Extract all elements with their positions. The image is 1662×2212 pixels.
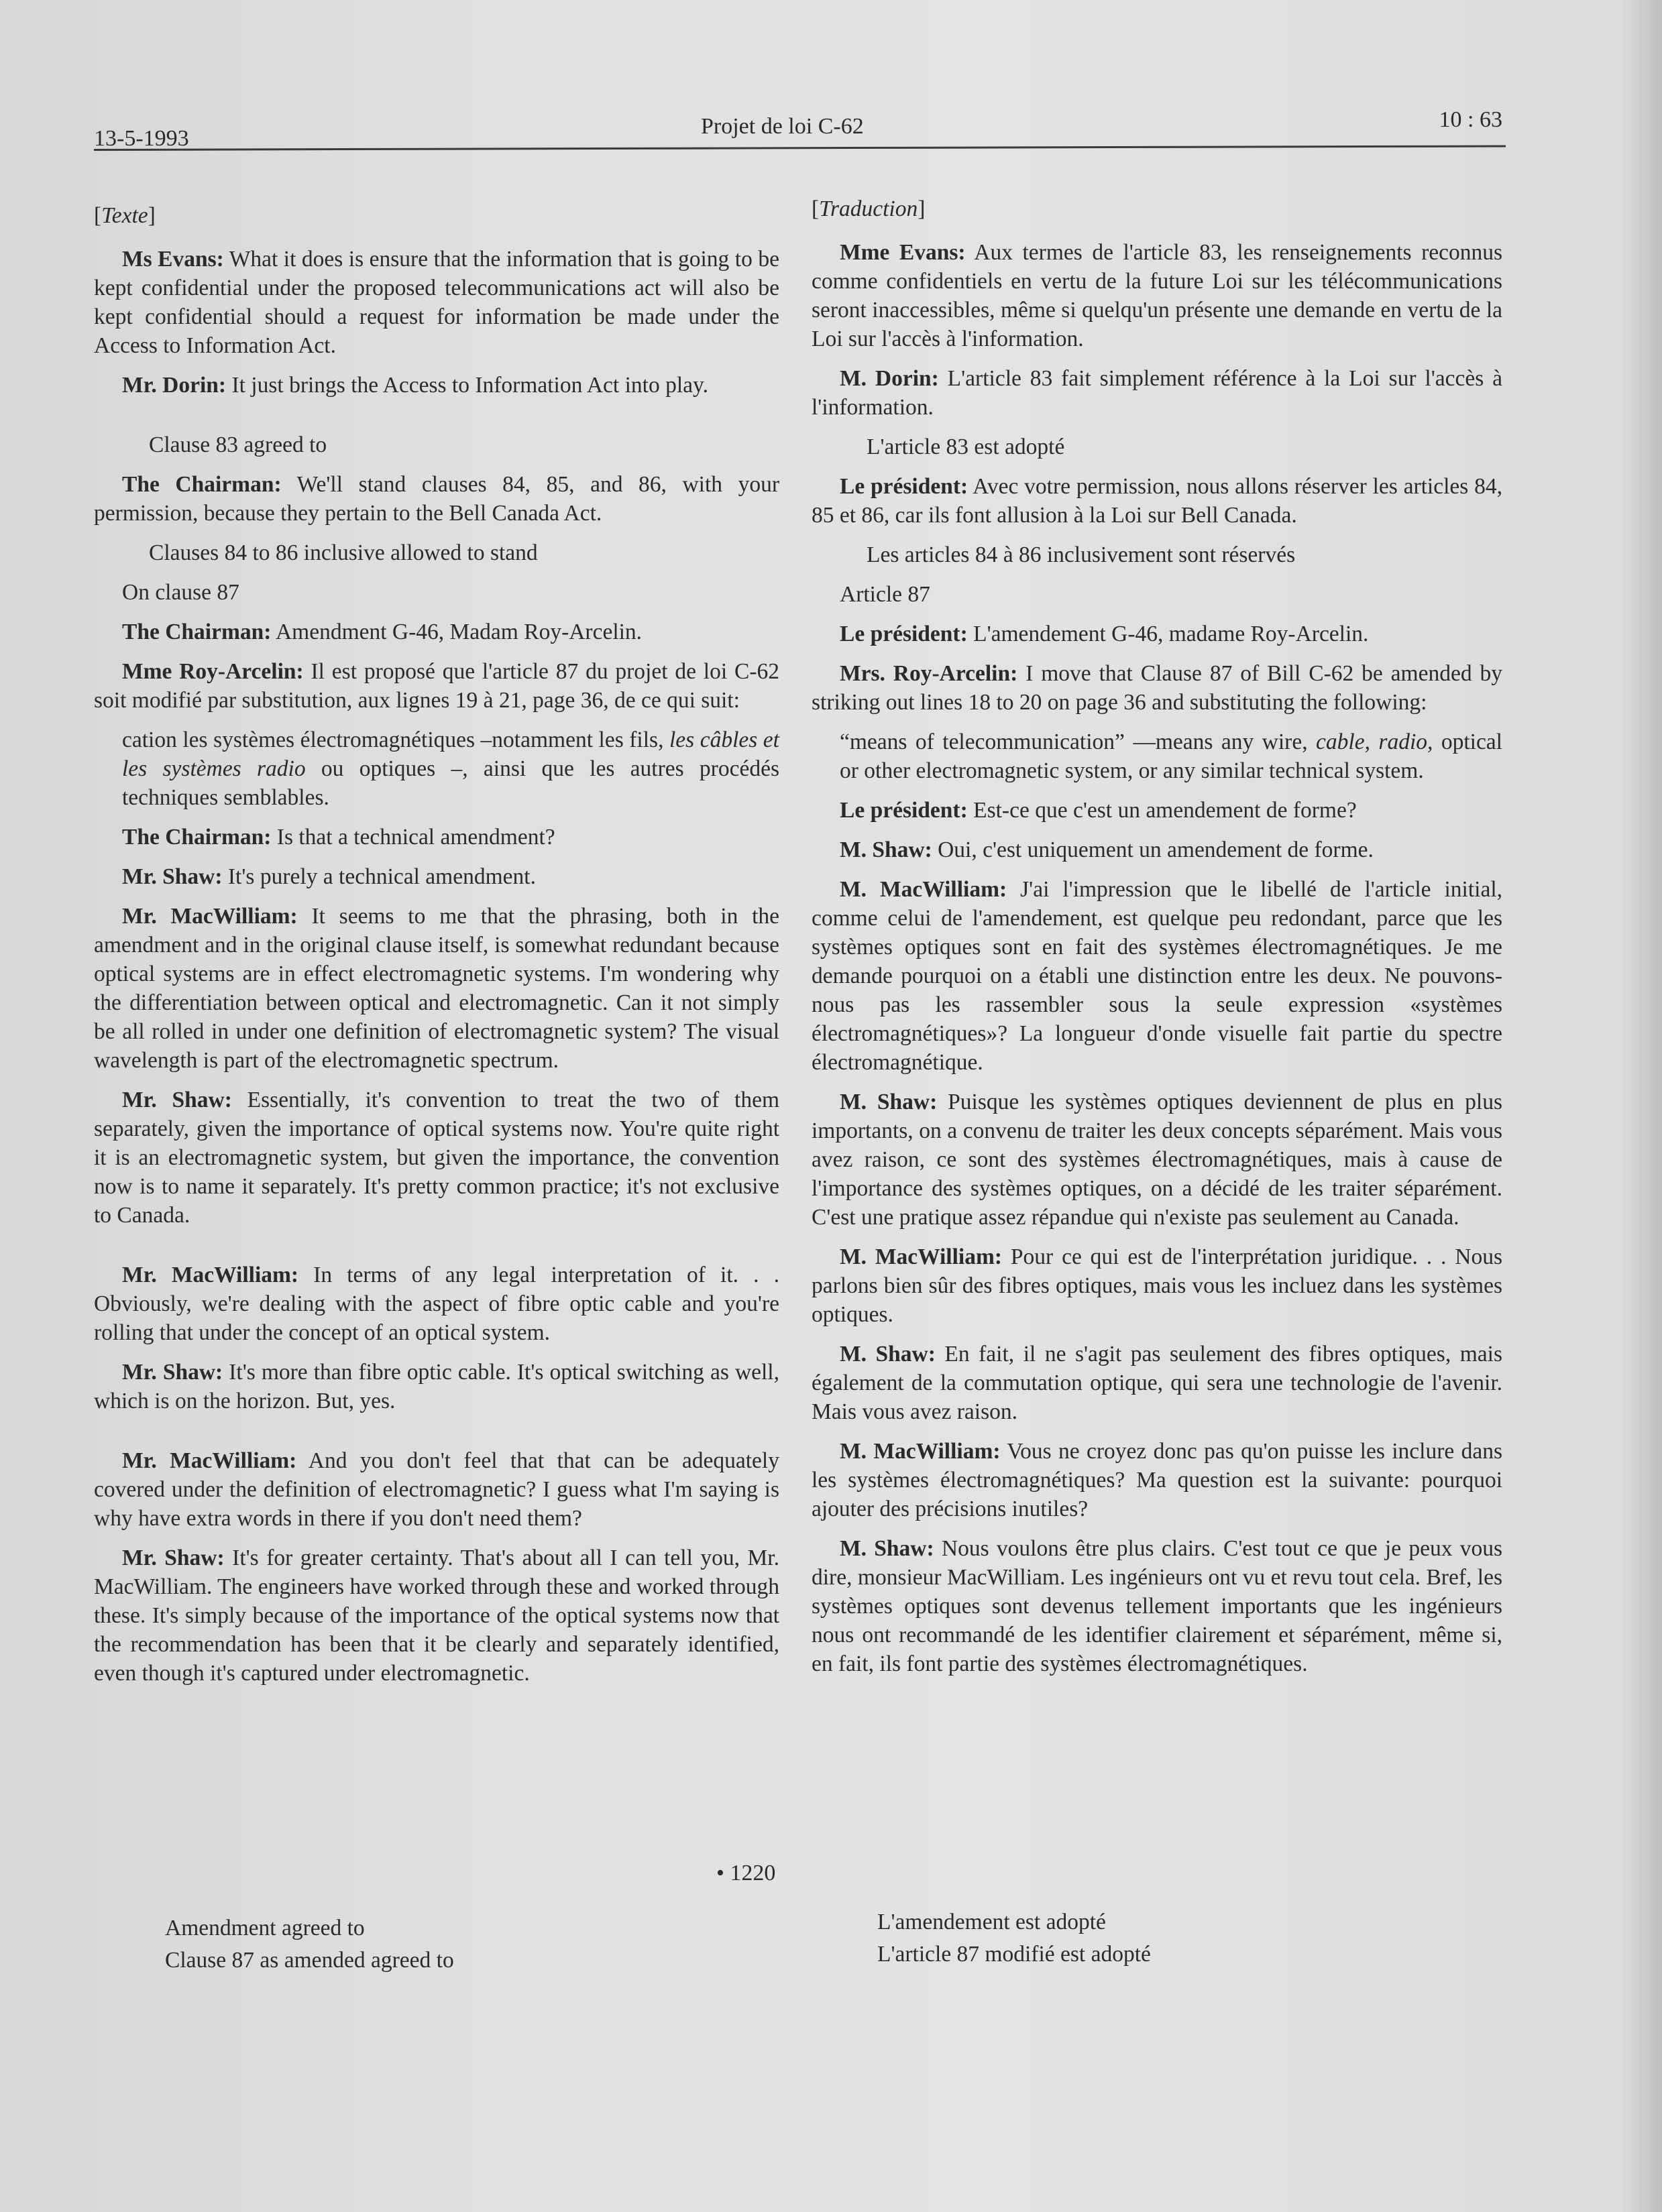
speech: M. MacWilliam: Vous ne croyez donc pas qu'on puisse les inclure dans les systèmes électromagnétiques? Ma question est la suivante: pourquoi ajouter des précisions inutiles?: [812, 1439, 1502, 1521]
speaker: M. Shaw:: [840, 1536, 934, 1561]
procedural-note: Clause 87 as amended agreed to: [165, 1948, 454, 1973]
speaker: Ms Evans:: [122, 247, 224, 272]
speech: The Chairman: We'll stand clauses 84, 85, and 86, with your permission, because they pertain to the Bell Canada Act.: [94, 472, 779, 526]
speaker: Le président:: [840, 798, 968, 823]
quoted-amendment: cation les systèmes électromagnétiques –notamment les fils, les câbles et les systèmes radio ou optiques –, ainsi que les autres procédés techniques semblables.: [122, 727, 779, 810]
speech: M. MacWilliam: J'ai l'impression que le libellé de l'article initial, comme celui de l'amendement, est quelque peu redondant, parce que les systèmes optiques sont en fait des systèmes électromagnétiques. Je me demande pourquoi on a établi une distinction entre les deux. Ne pouvons-nous pas les rassembler sous la seule expression «systèmes électromagnétiques»? La longueur d'onde visuelle fait partie du spectre électromagnétique.: [812, 877, 1503, 1075]
header-page-number: 10 : 63: [1439, 107, 1502, 132]
speech: Mr. MacWilliam: And you don't feel that that can be adequately covered under the definition of electromagnetic? I guess what I'm saying is why have extra words in there if you don't need them?: [94, 1448, 779, 1531]
speech: Mr. Shaw: It's more than fibre optic cable. It's optical switching as well, which is on the horizon. But, yes.: [94, 1360, 779, 1413]
bullet-icon: •: [716, 1861, 724, 1885]
speaker: Mr. MacWilliam:: [122, 1448, 297, 1473]
speaker: The Chairman:: [122, 825, 272, 850]
time-marker: [716, 1861, 775, 1886]
procedural-note: L'article 87 modifié est adopté: [877, 1942, 1151, 1967]
speaker: Mr. Shaw:: [122, 1360, 223, 1385]
page-header: [94, 107, 1502, 161]
speech: Ms Evans: What it does is ensure that the information that is going to be kept confidential under the proposed telecommunications act will also be kept confidential should a request for information be made under the Access to Information Act.: [94, 247, 779, 358]
speech: Le président: Avec votre permission, nous allons réserver les articles 84, 85 et 86, car ils font allusion à la Loi sur Bell Canada.: [812, 474, 1502, 528]
speaker: Mr. Shaw:: [122, 1546, 225, 1570]
left-column-english: [94, 201, 779, 1698]
speaker: Mr. MacWilliam:: [122, 904, 298, 929]
speech: Le président: Est-ce que c'est un amendement de forme?: [840, 798, 1357, 823]
speech: M. Shaw: En fait, il ne s'agit pas seulement des fibres optiques, mais également de la commutation optique, qui sera une technologie de l'avenir. Mais vous avez raison.: [812, 1342, 1502, 1424]
procedural-note: Clauses 84 to 86 inclusive allowed to stand: [149, 540, 538, 565]
speech: M. MacWilliam: Pour ce qui est de l'interprétation juridique. . . Nous parlons bien sûr des fibres optiques, mais vous les incluez dans les systèmes optiques.: [812, 1244, 1503, 1327]
column-tag: [Traduction]: [812, 196, 926, 221]
speaker: M. MacWilliam:: [840, 1439, 1001, 1464]
speech: M. Shaw: Oui, c'est uniquement un amendement de forme.: [840, 837, 1374, 862]
speech: The Chairman: Is that a technical amendment?: [122, 825, 555, 850]
speaker: M. Shaw:: [840, 1342, 936, 1366]
time-stamp: 1220: [730, 1861, 776, 1885]
quoted-amendment: “means of telecommunication” —means any wire, cable, radio, optical or other electromagnetic system, or any similar technical system.: [840, 730, 1502, 783]
speaker: Mr. Shaw:: [122, 1088, 232, 1112]
speaker: The Chairman:: [122, 620, 272, 644]
speech: M. Shaw: Nous voulons être plus clairs. C'est tout ce que je peux vous dire, monsieur MacWilliam. Les ingénieurs ont vu et revu tout cela. Bref, les systèmes optiques sont devenus tellement importants que les ingénieurs nous ont recommandé de les identifier clairement et séparément, même si, en fait, ils font partie des systèmes électromagnétiques.: [812, 1536, 1502, 1676]
speech: The Chairman: Amendment G-46, Madam Roy-Arcelin.: [122, 620, 643, 644]
speech: Mr. Shaw: It's for greater certainty. That's about all I can tell you, Mr. MacWilliam. The engineers have worked through these and worked through these. It's simply because of the importance of the optical systems now that the recommendation has been that it be clearly and separately identified, even though it's captured under electromagnetic.: [94, 1546, 779, 1686]
speech: M. Shaw: Puisque les systèmes optiques deviennent de plus en plus importants, on a convenu de traiter les deux concepts séparément. Mais vous avez raison, ce sont des systèmes électromagnétiques, mais à cause de l'importance des systèmes optiques, on a décidé de les traiter séparément. C'est une pratique assez répandue qui n'existe pas seulement au Canada.: [812, 1090, 1502, 1230]
procedural-note: Les articles 84 à 86 inclusivement sont réservés: [867, 542, 1296, 567]
right-column-french: [812, 194, 1502, 1689]
speech: Mr. MacWilliam: It seems to me that the phrasing, both in the amendment and in the original clause itself, is somewhat redundant because optical systems are in effect electromagnetic systems. I'm wondering why the differentiation between optical and electromagnetic. Can it not simply be all rolled in under one definition of electromagnetic system? The visual wavelength is part of the electromagnetic spectrum.: [94, 904, 779, 1073]
page-edge-shadow: [1622, 0, 1662, 2212]
speech: Mrs. Roy-Arcelin: I move that Clause 87 of Bill C-62 be amended by striking out lines 18 to 20 on page 36 and substituting the following:: [812, 661, 1503, 715]
header-title: Projet de loi C-62: [701, 114, 864, 139]
footer-procedures-english: [165, 1912, 454, 1977]
speaker: M. Dorin:: [840, 366, 939, 391]
speaker: Mr. Shaw:: [122, 864, 223, 889]
speaker: Mme Roy-Arcelin:: [122, 659, 304, 684]
procedural-note: Clause 83 agreed to: [149, 432, 327, 457]
speech: Mme Evans: Aux termes de l'article 83, les renseignements reconnus comme confidentiels en vertu de la future Loi sur les télécommunications seront inaccessibles, même si quelqu'un présente une demande en vertu de la Loi sur l'accès à l'information.: [812, 240, 1502, 351]
speech: Mr. Shaw: Essentially, it's convention to treat the two of them separately, given the importance of optical systems now. You're quite right it is an electromagnetic system, but given the importance, the convention now is to name it separately. It's pretty common practice; it's not exclusive to Canada.: [94, 1088, 780, 1228]
speech: Mr. MacWilliam: In terms of any legal interpretation of it. . . Obviously, we're dealing with the aspect of fibre optic cable and you're rolling that under the concept of an optical system.: [94, 1263, 779, 1345]
header-date: 13-5-1993: [94, 126, 189, 151]
speaker: Le président:: [840, 622, 968, 646]
speaker: The Chairman:: [122, 472, 282, 497]
speaker: M. MacWilliam:: [840, 877, 1007, 902]
speaker: Le président:: [840, 474, 968, 499]
speaker: Mr. Dorin:: [122, 373, 227, 398]
column-tag: [Texte]: [94, 203, 156, 228]
speech: Mme Roy-Arcelin: Il est proposé que l'article 87 du projet de loi C-62 soit modifié par substitution, aux lignes 19 à 21, page 36, de ce qui suit:: [94, 659, 779, 713]
speech: Mr. Shaw: It's purely a technical amendment.: [122, 864, 536, 889]
speaker: M. Shaw:: [840, 837, 932, 862]
procedural-note: L'amendement est adopté: [877, 1910, 1106, 1934]
procedural-note: L'article 83 est adopté: [867, 434, 1065, 459]
speaker: Mrs. Roy-Arcelin:: [840, 661, 1018, 686]
footer-procedures-french: [877, 1906, 1151, 1971]
procedural-note: Article 87: [840, 582, 930, 607]
speech: Mr. Dorin: It just brings the Access to Information Act into play.: [122, 373, 708, 398]
speaker: Mr. MacWilliam:: [122, 1263, 299, 1287]
procedural-note: Amendment agreed to: [165, 1916, 365, 1940]
speaker: Mme Evans:: [840, 240, 966, 265]
speech: Le président: L'amendement G-46, madame Roy-Arcelin.: [840, 622, 1369, 646]
speech: M. Dorin: L'article 83 fait simplement référence à la Loi sur l'accès à l'information.: [812, 366, 1502, 420]
procedural-note: On clause 87: [122, 580, 239, 605]
speaker: M. Shaw:: [840, 1090, 938, 1114]
speaker: M. MacWilliam:: [840, 1244, 1003, 1269]
